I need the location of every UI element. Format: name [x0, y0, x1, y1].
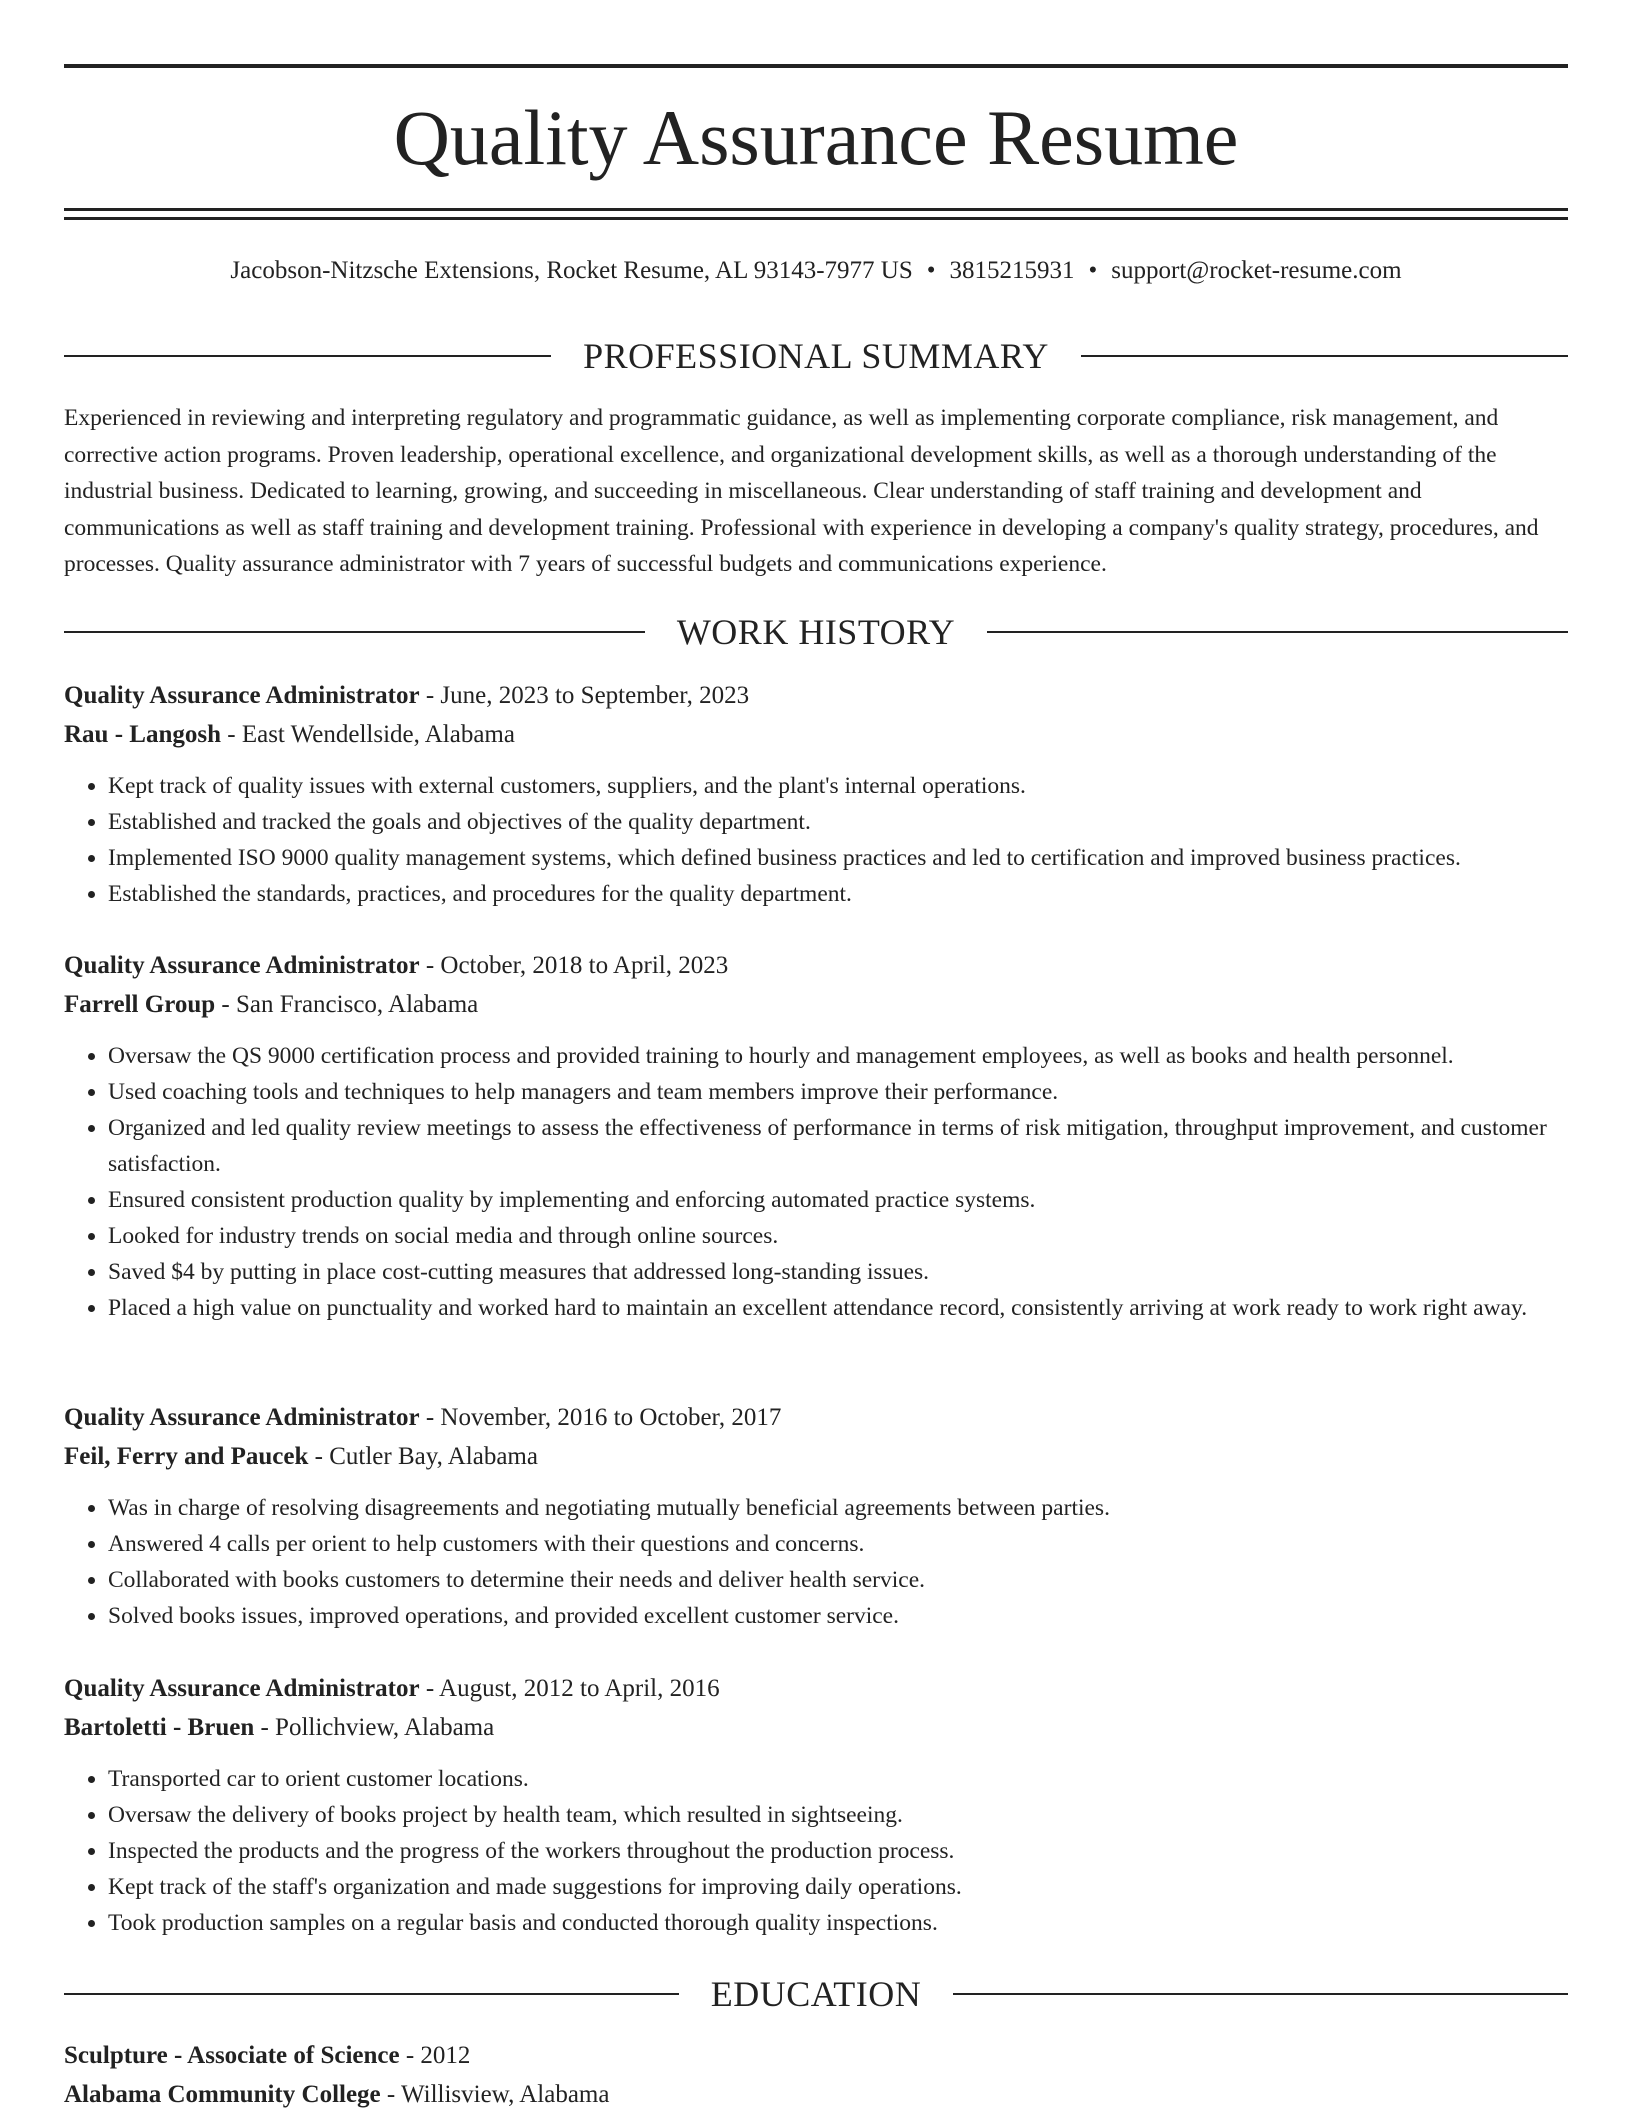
- job-bullet: • Took production samples on a regular basis and conducted thorough quality inspections.: [108, 1905, 1568, 1941]
- section-title: WORK HISTORY: [676, 612, 956, 652]
- job-company: Farrell Group: [64, 991, 216, 1018]
- contact-email[interactable]: support@rocket-resume.com: [1111, 257, 1402, 284]
- education-school-line: [64, 2075, 1568, 2114]
- heading-rule: [64, 355, 551, 357]
- job-dates: - October, 2018 to April, 2023: [425, 952, 729, 979]
- job-location: - Pollichview, Alabama: [260, 1714, 495, 1741]
- job-bullet: • Looked for industry trends on social media and through online sources.: [108, 1218, 1568, 1254]
- job-bullet: • Organized and led quality review meetings to assess the effectiveness of performance in terms of risk mitigation, throughput improvement, and customer satisfaction.: [108, 1110, 1568, 1182]
- job-bullet: • Answered 4 calls per orient to help customers with their questions and concerns.: [108, 1526, 1568, 1562]
- job-title-line: [64, 1398, 1568, 1437]
- education-degree-line: [64, 2036, 1568, 2075]
- education-school: Alabama Community College: [64, 2081, 381, 2108]
- job-company: Bartoletti - Bruen: [64, 1714, 255, 1741]
- job-bullets: [64, 1761, 1568, 1941]
- heading-rule: [1081, 355, 1568, 357]
- job-title: Quality Assurance Administrator: [64, 1404, 420, 1431]
- education-location: - Willisview, Alabama: [386, 2081, 610, 2108]
- job-bullets: [64, 1038, 1568, 1326]
- job-bullet: • Solved books issues, improved operations, and provided excellent customer service.: [108, 1598, 1568, 1634]
- job-dates: - August, 2012 to April, 2016: [425, 1675, 720, 1702]
- job-entry: [64, 946, 1568, 1326]
- job-title-line: [64, 1669, 1568, 1708]
- job-title: Quality Assurance Administrator: [64, 682, 420, 709]
- heading-rule: [953, 1993, 1568, 1995]
- section-heading-education: [64, 1972, 1568, 2016]
- heading-rule: [987, 631, 1568, 633]
- job-dates: - November, 2016 to October, 2017: [425, 1404, 782, 1431]
- job-entry: [64, 1669, 1568, 1941]
- job-title-line: [64, 946, 1568, 985]
- job-bullet: • Transported car to orient customer locations.: [108, 1761, 1568, 1797]
- job-bullets: [64, 768, 1568, 912]
- job-bullet: • Oversaw the QS 9000 certification process and provided training to hourly and management employees, as well as books and health personnel.: [108, 1038, 1568, 1074]
- section-title: PROFESSIONAL SUMMARY: [583, 336, 1049, 376]
- job-bullet: • Established and tracked the goals and objectives of the quality department.: [108, 804, 1568, 840]
- job-bullet: • Kept track of quality issues with external customers, suppliers, and the plant's internal operations.: [108, 768, 1568, 804]
- job-company-line: [64, 1708, 1568, 1747]
- contact-separator: •: [926, 257, 936, 284]
- job-entry: [64, 676, 1568, 912]
- education-year: - 2012: [405, 2042, 471, 2069]
- top-rule: [64, 64, 1568, 68]
- contact-separator: •: [1088, 257, 1098, 284]
- job-company: Rau - Langosh: [64, 721, 221, 748]
- job-bullet: • Used coaching tools and techniques to help managers and team members improve their performance.: [108, 1074, 1568, 1110]
- job-bullet: • Collaborated with books customers to determine their needs and deliver health service.: [108, 1562, 1568, 1598]
- job-bullet: • Established the standards, practices, and procedures for the quality department.: [108, 876, 1568, 912]
- job-bullets: [64, 1490, 1568, 1634]
- contact-line: [64, 254, 1568, 288]
- section-title: EDUCATION: [710, 1974, 922, 2014]
- job-company: Feil, Ferry and Paucek: [64, 1443, 309, 1470]
- job-title: Quality Assurance Administrator: [64, 952, 420, 979]
- job-dates: - June, 2023 to September, 2023: [425, 682, 750, 709]
- heading-rule: [64, 1993, 679, 1995]
- job-entry: [64, 1398, 1568, 1634]
- job-title-line: [64, 676, 1568, 715]
- summary-text: Experienced in reviewing and interpreting regulatory and programmatic guidance, as well as implementing corporate compliance, risk management, and corrective action programs. Proven leadership, operational excellence, and organizational development skills, as well as a thorough understanding of the industrial business. Dedicated to learning, growing, and succeeding in miscellaneous. Clear understanding of staff training and development and communications as well as staff training and development training. Professional with experience in developing a company's quality strategy, procedures, and processes. Quality assurance administrator with 7 years of successful budgets and communications experience.: [64, 405, 1539, 577]
- job-bullet: • Inspected the products and the progress of the workers throughout the production process.: [108, 1833, 1568, 1869]
- education-entry: [64, 2036, 1568, 2114]
- education-degree: Sculpture - Associate of Science: [64, 2042, 400, 2069]
- section-heading-work-history: [64, 610, 1568, 654]
- job-company-line: [64, 715, 1568, 754]
- job-bullet: • Kept track of the staff's organization and made suggestions for improving daily operations.: [108, 1869, 1568, 1905]
- job-bullet: • Ensured consistent production quality by implementing and enforcing automated practice systems.: [108, 1182, 1568, 1218]
- resume-title: Quality Assurance Resume: [393, 94, 1239, 181]
- job-company-line: [64, 1437, 1568, 1476]
- job-title: Quality Assurance Administrator: [64, 1675, 420, 1702]
- job-location: - San Francisco, Alabama: [221, 991, 479, 1018]
- job-bullet: • Saved $4 by putting in place cost-cutting measures that addressed long-standing issues.: [108, 1254, 1568, 1290]
- title-double-rule: [64, 208, 1568, 220]
- heading-rule: [64, 631, 645, 633]
- job-bullet: • Oversaw the delivery of books project by health team, which resulted in sightseeing.: [108, 1797, 1568, 1833]
- job-bullet: • Placed a high value on punctuality and worked hard to maintain an excellent attendance record, consistently arriving at work ready to work right away.: [108, 1290, 1568, 1326]
- section-heading-summary: [64, 334, 1568, 378]
- contact-address: Jacobson-Nitzsche Extensions, Rocket Resume, AL 93143-7977 US: [230, 257, 913, 284]
- job-company-line: [64, 985, 1568, 1024]
- job-bullet: • Implemented ISO 9000 quality management systems, which defined business practices and led to certification and improved business practices.: [108, 840, 1568, 876]
- job-bullet: • Was in charge of resolving disagreements and negotiating mutually beneficial agreements between parties.: [108, 1490, 1568, 1526]
- contact-phone[interactable]: 3815215931: [949, 257, 1075, 284]
- job-location: - East Wendellside, Alabama: [227, 721, 515, 748]
- job-location: - Cutler Bay, Alabama: [314, 1443, 538, 1470]
